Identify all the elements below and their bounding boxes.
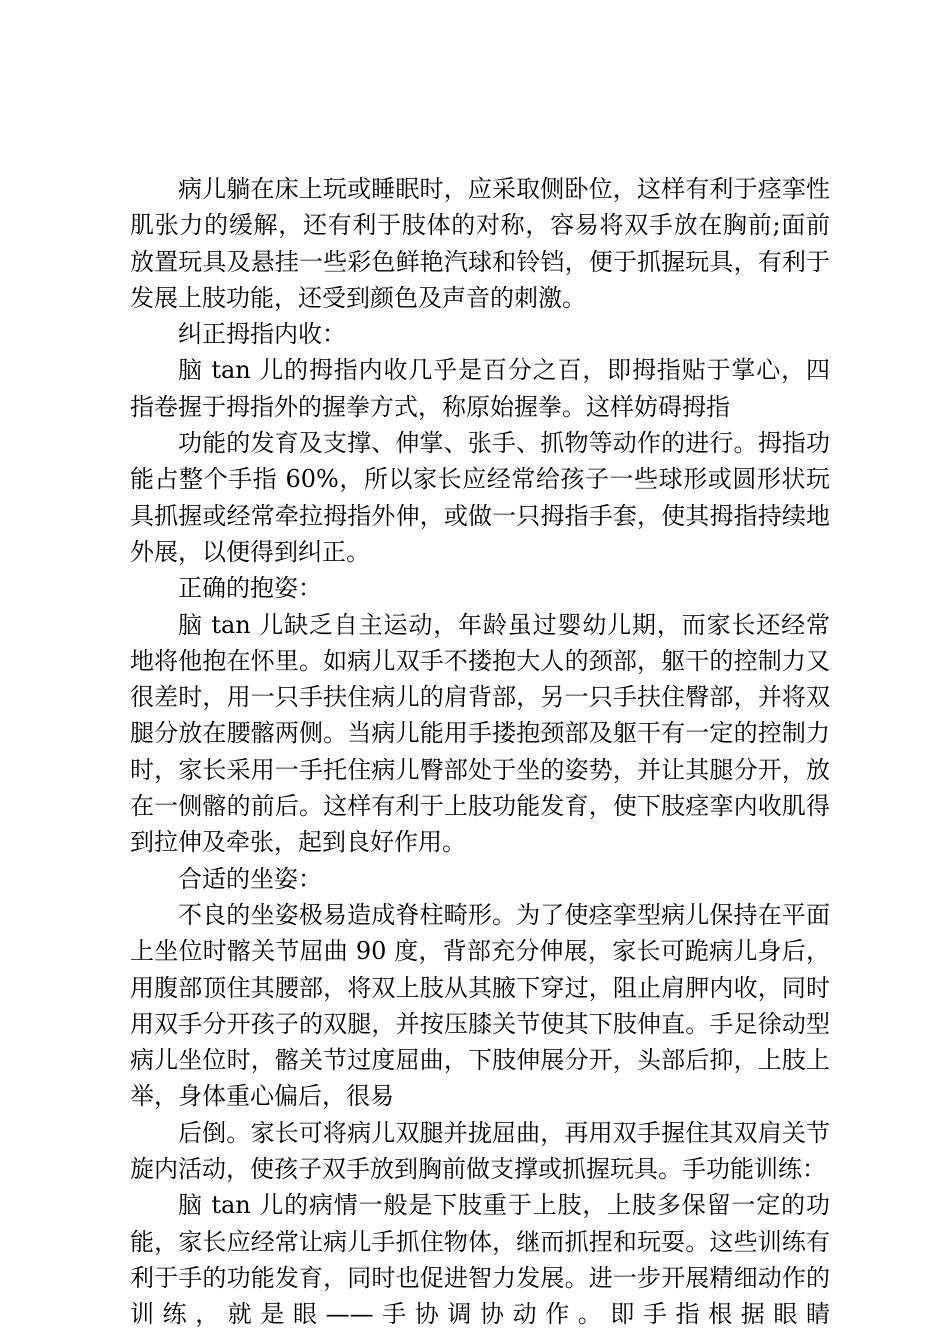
paragraph-falling-back: 后倒。家长可将病儿双腿并拢屈曲，再用双手握住其双肩关节旋内活动，使孩子双手放到胸前做支撑或抓握玩具。手功能训练： (130, 1118, 830, 1184)
paragraph-holding-posture: 脑 tan 儿缺乏自主运动，年龄虽过婴幼儿期，而家长还经常地将他抱在怀里。如病儿双手不搂抱大人的颈部，躯干的控制力又很差时，用一只手扶住病儿的肩背部，另一只手扶住臀部，并将双腿分放在腰髂两侧。当病儿能用手搂抱颈部及躯干有一定的控制力时，家长采用一手托住病儿臀部处于坐的姿势，并让其腿分开，放在一侧髂的前后。这样有利于上肢功能发育，使下肢痉挛内收肌得到拉伸及牵张，起到良好作用。 (130, 610, 830, 857)
heading-correct-holding-posture: 正确的抱姿： (178, 574, 322, 603)
heading-correct-thumb-adduction: 纠正拇指内收： (178, 320, 346, 349)
paragraph-lying-posture: 病儿躺在床上玩或睡眠时，应采取侧卧位，这样有利于痉挛性肌张力的缓解，还有利于肢体的对称，容易将双手放在胸前;面前放置玩具及悬挂一些彩色鲜艳汽球和铃铛，便于抓握玩具，有利于发展上肢功能，还受到颜色及声音的刺激。 (130, 175, 830, 312)
document-body (130, 171, 830, 1333)
paragraph-sitting-posture: 不良的坐姿极易造成脊柱畸形。为了使痉挛型病儿保持在平面上坐位时髂关节屈曲 90 度，背部充分伸展，家长可跪病儿身后，用腹部顶住其腰部，将双上肢从其腋下穿过，阻止肩胛内收，同时用双手分开孩子的双腿，并按压膝关节使其下肢伸直。手足徐动型病儿坐位时，髂关节过度屈曲，下肢伸展分开，头部后抑，上肢上举，身体重心偏后，很易 (130, 900, 830, 1111)
heading-proper-sitting-posture: 合适的坐姿： (178, 864, 322, 893)
paragraph-thumb-function: 功能的发育及支撑、伸掌、张手、抓物等动作的进行。拇指功能占整个手指 60%，所以家长应经常给孩子一些球形或圆形状玩具抓握或经常牵拉拇指外伸，或做一只拇指手套，使其拇指持续地外展，以便得到纠正。 (130, 429, 830, 566)
paragraph-hand-function-training: 脑 tan 儿的病情一般是下肢重于上肢，上肢多保留一定的功能，家长应经常让病儿手抓住物体，继而抓捏和玩耍。这些训练有利于手的功能发育，同时也促进智力发展。进一步开展精细动作的训练，就是眼——手协调协动作。即手指根据眼睛 (130, 1191, 830, 1329)
paragraph-thumb-adduction: 脑 tan 儿的拇指内收几乎是百分之百，即拇指贴于掌心，四指卷握于拇指外的握拳方式，称原始握拳。这样妨碍拇指 (130, 356, 830, 421)
